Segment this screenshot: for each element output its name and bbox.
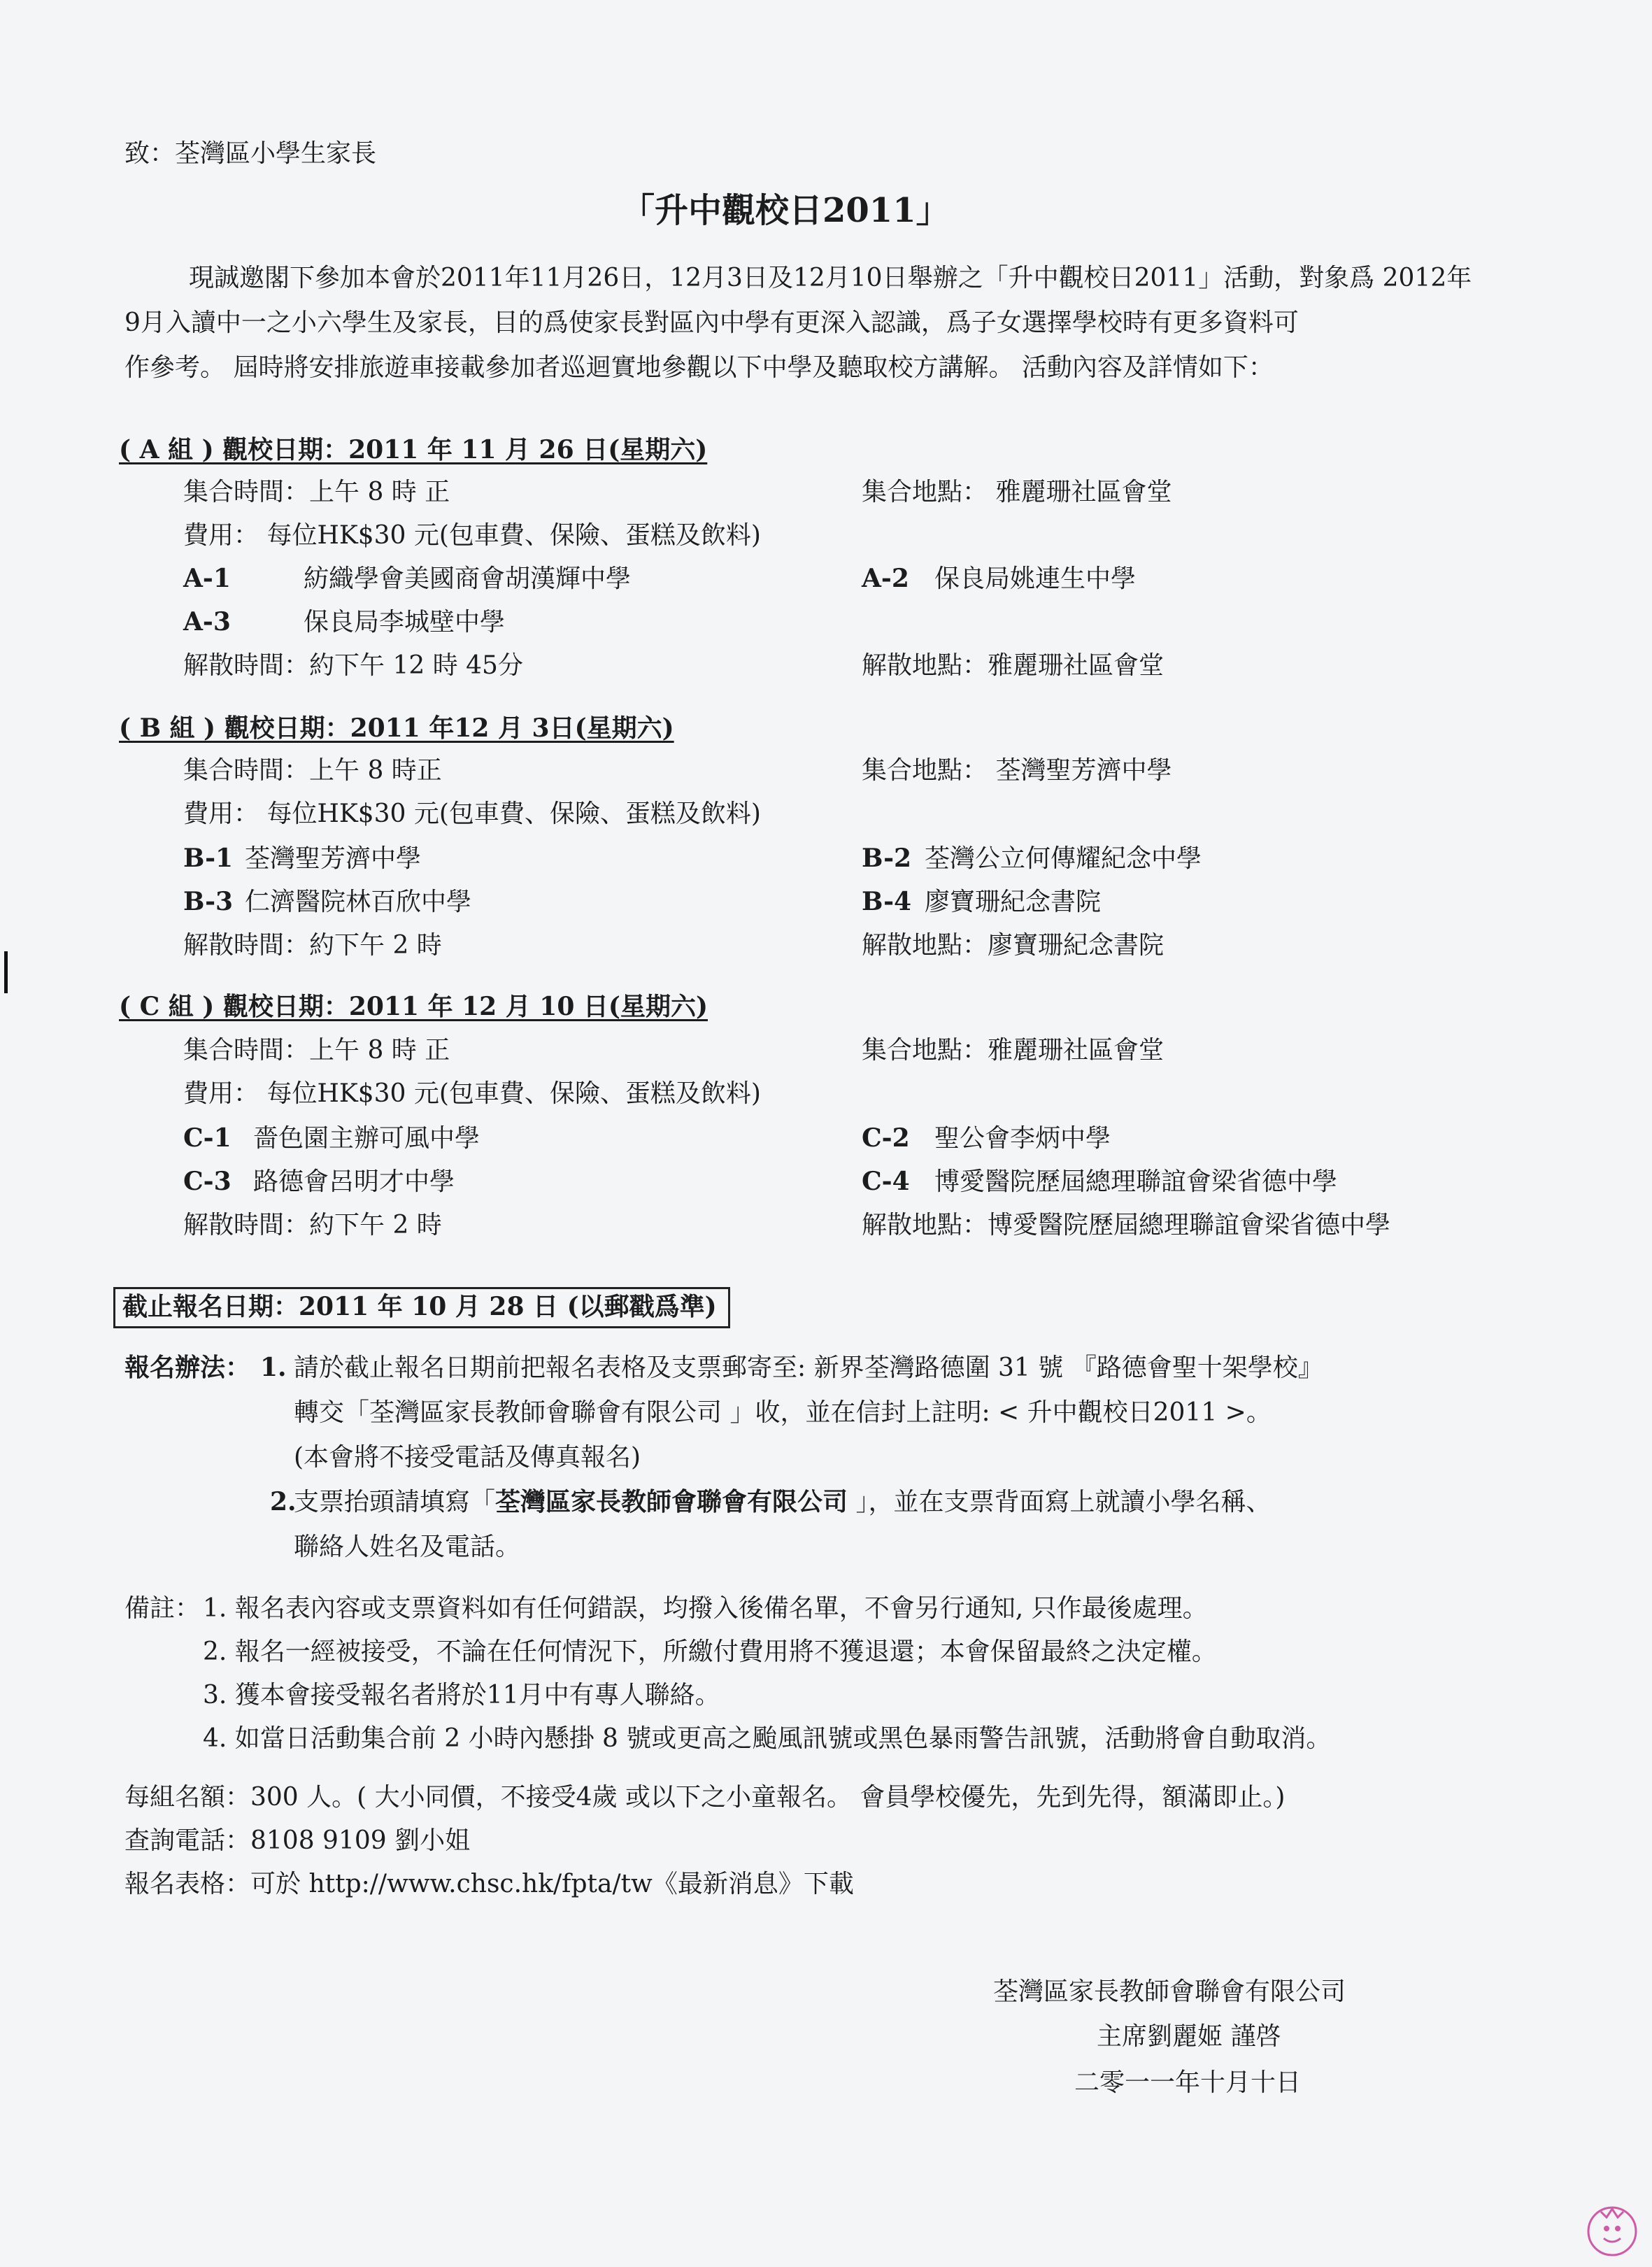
corner-stamp-logo [1584, 2203, 1640, 2259]
group-b-school-3-name: 仁濟醫院林百欣中學 [245, 888, 472, 916]
group-b-school-4-name: 廖寶珊紀念書院 [925, 888, 1102, 916]
method-item-2-line-2: 聯絡人姓名及電話。 [294, 1533, 521, 1561]
group-c-dismiss-time: 解散時間：約下午 2 時 [183, 1211, 442, 1239]
note-2: 2. 報名一經被接受，不論在任何情況下，所繳付費用將不獲退還；本會保留最終之決定權。 [203, 1637, 1217, 1666]
group-a-school-1-code: A-1 [183, 564, 231, 593]
group-c-school-2-code: C-2 [862, 1123, 910, 1153]
scan-edge-mark [4, 951, 8, 993]
group-a-assembly-time: 集合時間：上午 8 時 正 [183, 478, 450, 506]
method-label: 報名辦法： [124, 1353, 251, 1382]
document-title: 「升中觀校日2011」 [621, 191, 950, 230]
signature-organization: 荃灣區家長教師會聯會有限公司 [993, 1977, 1346, 2006]
group-b-school-3-code: B-3 [183, 887, 234, 916]
group-a-school-1-name: 紡織學會美國商會胡漢輝中學 [304, 564, 632, 593]
group-b-dismiss-time: 解散時間：約下午 2 時 [183, 931, 442, 960]
deadline-box: 截止報名日期：2011 年 10 月 28 日 (以郵戳爲準) [113, 1287, 730, 1328]
method-item-2-line-1 [294, 1487, 1271, 1517]
group-c-school-1-code: C-1 [183, 1123, 232, 1153]
group-a-assembly-place: 集合地點： 雅麗珊社區會堂 [862, 478, 1172, 506]
group-c-school-2-name: 聖公會李炳中學 [934, 1124, 1111, 1153]
quota-line: 每組名額：300 人。( 大小同價，不接受4歲 或以下之小童報名。 會員學校優先，先到先得，額滿即止。) [124, 1783, 1286, 1812]
group-a-school-3-name: 保良局李城壁中學 [304, 608, 506, 637]
enquiry-phone-line: 查詢電話：8108 9109 劉小姐 [124, 1826, 471, 1855]
group-b-assembly-place: 集合地點： 荃灣聖芳濟中學 [862, 756, 1172, 785]
group-c-school-4-code: C-4 [862, 1167, 910, 1196]
group-a-school-3-code: A-3 [183, 607, 231, 637]
method-item-2-prefix: 支票抬頭請填寫「 [294, 1488, 496, 1516]
intro-line-2: 9月入讀中一之小六學生及家長，目的爲使家長對區內中學有更深入認識，爲子女選擇學校時有更多資料可 [124, 308, 1299, 337]
method-item-1-line-3: (本會將不接受電話及傳真報名) [294, 1443, 641, 1472]
group-a-dismiss-place: 解散地點：雅麗珊社區會堂 [862, 651, 1165, 680]
method-item-2-suffix: 」，並在支票背面寫上就讀小學名稱、 [848, 1488, 1272, 1516]
group-b-heading: ( B 組 ) 觀校日期：2011 年12 月 3日(星期六) [119, 713, 674, 743]
group-b-dismiss-place: 解散地點：廖寶珊紀念書院 [862, 931, 1165, 960]
intro-line-3: 作參考。 屆時將安排旅遊車接載參加者巡迴實地參觀以下中學及聽取校方講解。 活動內容及詳情如下： [124, 353, 1274, 382]
group-a-heading: ( A 組 ) 觀校日期：2011 年 11 月 26 日(星期六) [119, 435, 708, 464]
group-c-heading: ( C 組 ) 觀校日期：2011 年 12 月 10 日(星期六) [119, 992, 708, 1021]
recipient-line: 致：荃灣區小學生家長 [124, 139, 377, 168]
group-c-assembly-time: 集合時間：上午 8 時 正 [183, 1036, 450, 1065]
group-b-school-2-name: 荃灣公立何傳耀紀念中學 [925, 844, 1202, 873]
form-download-line: 報名表格：可於 http://www.chsc.hk/fpta/tw《最新消息》下載 [124, 1870, 854, 1898]
note-3: 3. 獲本會接受報名者將於11月中有專人聯絡。 [203, 1681, 720, 1710]
note-4: 4. 如當日活動集合前 2 小時內懸掛 8 號或更高之颱風訊號或黑色暴雨警告訊號，活動將會自動取消。 [203, 1724, 1332, 1753]
group-a-fee: 費用： 每位HK$30 元(包車費、保險、蛋糕及飲料) [183, 521, 761, 550]
group-b-school-1-name: 荃灣聖芳濟中學 [245, 844, 422, 873]
group-c-school-4-name: 博愛醫院歷屆總理聯誼會梁省德中學 [934, 1167, 1338, 1196]
group-a-school-2-code: A-2 [862, 564, 909, 593]
method-item-2-payee: 荃灣區家長教師會聯會有限公司 [495, 1487, 848, 1516]
group-b-assembly-time: 集合時間：上午 8 時正 [183, 756, 442, 785]
group-a-dismiss-time: 解散時間：約下午 12 時 45分 [183, 651, 523, 680]
group-c-school-3-name: 路德會呂明才中學 [253, 1167, 455, 1196]
notes-label: 備註： [124, 1594, 201, 1623]
group-c-dismiss-place: 解散地點：博愛醫院歷屆總理聯誼會梁省德中學 [862, 1211, 1391, 1239]
group-b-school-1-code: B-1 [183, 844, 234, 873]
method-item-1-line-2: 轉交「荃灣區家長教師會聯會有限公司 」收，並在信封上註明: < 升中觀校日2011 >。 [294, 1398, 1272, 1427]
group-b-fee: 費用： 每位HK$30 元(包車費、保險、蛋糕及飲料) [183, 800, 761, 828]
note-1: 1. 報名表內容或支票資料如有任何錯誤，均撥入後備名單，不會另行通知, 只作最後處理。 [203, 1594, 1208, 1623]
signature-chairperson: 主席劉麗姬 謹啓 [1097, 2022, 1281, 2051]
group-c-assembly-place: 集合地點：雅麗珊社區會堂 [862, 1036, 1165, 1065]
method-item-2-number: 2. [270, 1487, 297, 1516]
method-item-1-line-1: 請於截止報名日期前把報名表格及支票郵寄至: 新界荃灣路德圍 31 號 『路德會聖十架學校』 [294, 1353, 1323, 1382]
intro-line-1: 現誠邀閣下參加本會於2011年11月26日，12月3日及12月10日舉辦之「升中觀校日2011」活動，對象爲 2012年 [189, 264, 1472, 292]
group-b-school-2-code: B-2 [862, 844, 912, 873]
group-c-fee: 費用： 每位HK$30 元(包車費、保險、蛋糕及飲料) [183, 1079, 761, 1108]
group-c-school-1-name: 嗇色園主辦可風中學 [253, 1124, 480, 1153]
group-b-school-4-code: B-4 [862, 887, 912, 916]
group-c-school-3-code: C-3 [183, 1167, 232, 1196]
group-a-school-2-name: 保良局姚連生中學 [934, 564, 1137, 593]
signature-date: 二零一一年十月十日 [1074, 2068, 1302, 2097]
method-item-1-number: 1. [260, 1353, 287, 1382]
